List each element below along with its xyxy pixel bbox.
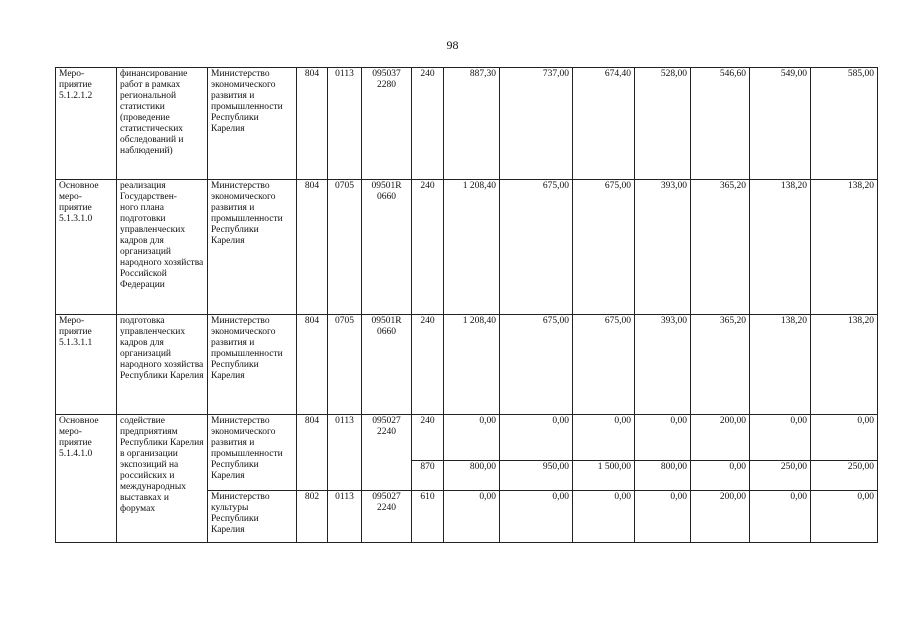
value-cell: 800,00 (444, 461, 500, 491)
value-cell: 0,00 (444, 491, 500, 543)
executor-cell: Министерство экономического развития и промышленности Республики Карелия (208, 180, 297, 315)
csr-cell: 095027 2240 (362, 415, 412, 491)
value-cell: 546,60 (691, 68, 750, 180)
value-cell: 138,20 (750, 315, 811, 415)
value-cell: 887,30 (444, 68, 500, 180)
value-cell: 0,00 (811, 491, 878, 543)
activity-name-cell: Основное меро- приятие 5.1.3.1.0 (56, 180, 117, 315)
vr-cell: 240 (412, 180, 444, 315)
value-cell: 800,00 (635, 461, 691, 491)
value-cell: 1 500,00 (573, 461, 635, 491)
grbs-cell: 804 (297, 315, 328, 415)
csr-cell: 09501R 0660 (362, 315, 412, 415)
value-cell: 1 208,40 (444, 315, 500, 415)
value-cell: 0,00 (811, 415, 878, 461)
value-cell: 365,20 (691, 315, 750, 415)
activity-description-cell: финансирование работ в рамках региональной статистики (проведение статистических обследований и наблюдений) (117, 68, 208, 180)
value-cell: 0,00 (573, 415, 635, 461)
table-row (56, 68, 878, 180)
value-cell: 0,00 (750, 415, 811, 461)
value-cell: 0,00 (635, 491, 691, 543)
vr-cell: 240 (412, 68, 444, 180)
value-cell: 549,00 (750, 68, 811, 180)
rzpr-cell: 0705 (328, 180, 362, 315)
csr-cell: 095037 2280 (362, 68, 412, 180)
table-row (56, 180, 878, 315)
value-cell: 138,20 (811, 180, 878, 315)
rzpr-cell: 0705 (328, 315, 362, 415)
table-row (56, 315, 878, 415)
value-cell: 585,00 (811, 68, 878, 180)
budget-table (55, 67, 878, 543)
value-cell: 675,00 (573, 180, 635, 315)
rzpr-cell: 0113 (328, 415, 362, 491)
value-cell: 675,00 (573, 315, 635, 415)
vr-cell: 240 (412, 415, 444, 461)
value-cell: 365,20 (691, 180, 750, 315)
value-cell: 737,00 (500, 68, 573, 180)
csr-cell: 095027 2240 (362, 491, 412, 543)
value-cell: 138,20 (750, 180, 811, 315)
value-cell: 0,00 (573, 491, 635, 543)
value-cell: 200,00 (691, 415, 750, 461)
value-cell: 675,00 (500, 315, 573, 415)
activity-description-cell: реализация Государствен- ного плана подготовки управленческих кадров для организаций народного хозяйства Российской Федерации (117, 180, 208, 315)
rzpr-cell: 0113 (328, 491, 362, 543)
value-cell: 393,00 (635, 315, 691, 415)
page-number: 98 (446, 38, 459, 52)
value-cell: 250,00 (750, 461, 811, 491)
executor-cell: Министерство экономического развития и промышленности Республики Карелия (208, 415, 297, 491)
executor-cell: Министерство культуры Республики Карелия (208, 491, 297, 543)
value-cell: 0,00 (500, 415, 573, 461)
value-cell: 0,00 (444, 415, 500, 461)
vr-cell: 870 (412, 461, 444, 491)
value-cell: 138,20 (811, 315, 878, 415)
activity-description-cell: подготовка управленческих кадров для организаций народного хозяйства Республики Карелия (117, 315, 208, 415)
value-cell: 0,00 (691, 461, 750, 491)
grbs-cell: 804 (297, 415, 328, 491)
value-cell: 200,00 (691, 491, 750, 543)
table-row (56, 415, 878, 461)
value-cell: 250,00 (811, 461, 878, 491)
value-cell: 0,00 (750, 491, 811, 543)
value-cell: 950,00 (500, 461, 573, 491)
value-cell: 0,00 (500, 491, 573, 543)
activity-name-cell: Основное меро- приятие 5.1.4.1.0 (56, 415, 117, 543)
value-cell: 0,00 (635, 415, 691, 461)
executor-cell: Министерство экономического развития и промышленности Республики Карелия (208, 315, 297, 415)
grbs-cell: 804 (297, 68, 328, 180)
activity-description-cell: содействие предприятиям Республики Карелия в организации экспозиций на российских и международных выставках и форумах (117, 415, 208, 543)
grbs-cell: 802 (297, 491, 328, 543)
vr-cell: 240 (412, 315, 444, 415)
value-cell: 675,00 (500, 180, 573, 315)
grbs-cell: 804 (297, 180, 328, 315)
rzpr-cell: 0113 (328, 68, 362, 180)
value-cell: 1 208,40 (444, 180, 500, 315)
csr-cell: 09501R 0660 (362, 180, 412, 315)
activity-name-cell: Меро- приятие 5.1.3.1.1 (56, 315, 117, 415)
value-cell: 528,00 (635, 68, 691, 180)
activity-name-cell: Меро- приятие 5.1.2.1.2 (56, 68, 117, 180)
value-cell: 393,00 (635, 180, 691, 315)
vr-cell: 610 (412, 491, 444, 543)
executor-cell: Министерство экономического развития и промышленности Республики Карелия (208, 68, 297, 180)
value-cell: 674,40 (573, 68, 635, 180)
